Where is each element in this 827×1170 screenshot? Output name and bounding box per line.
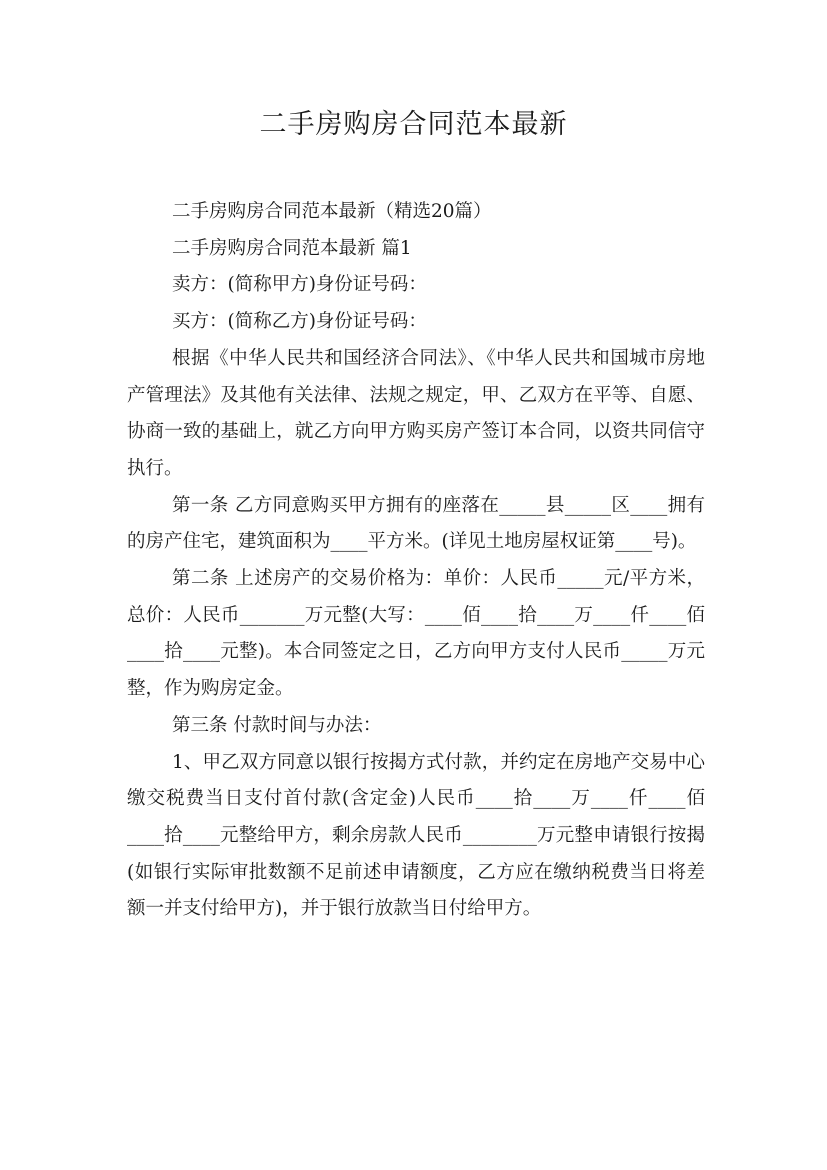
paragraph-article-1: 第一条 乙方同意购买甲方拥有的座落在_____县_____区____拥有的房产住宅，建筑面积为____平方米。(详见土地房屋权证第____号)。 <box>127 494 705 553</box>
paragraph-subtitle: 二手房购房合同范本最新（精选20篇） <box>172 201 492 222</box>
paragraph-seller: 卖方：(简称甲方)身份证号码： <box>172 274 427 296</box>
document-title: 二手房购房合同范本最新 <box>259 109 568 140</box>
paragraph-section-heading: 二手房购房合同范本最新 篇1 <box>172 237 412 259</box>
document-body <box>127 194 705 928</box>
paragraph-preamble: 根据《中华人民共和国经济合同法》、《中华人民共和国城市房地产管理法》及其他有关法律、法规之规定，甲、乙双方在平等、自愿、协商一致的基础上，就乙方向甲方购买房产签订本合同，以资共同信守执行。 <box>127 347 705 479</box>
paragraph-article-3-item-1: 1、甲乙双方同意以银行按揭方式付款，并约定在房地产交易中心缴交税费当日支付首付款(含定金)人民币____拾____万____仟____佰____拾____元整给甲方，剩余房款人民币________万元整申请银行按揭(如银行实际审批数额不足前述申请额度，乙方应在缴纳税费当日将差额一并支付给甲方)，并于银行放款当日付给甲方。 <box>127 751 705 920</box>
paragraph-article-3: 第三条 付款时间与办法： <box>172 714 382 736</box>
paragraph-article-2: 第二条 上述房产的交易价格为：单价：人民币_____元/平方米，总价：人民币_______万元整(大写：____佰____拾____万____仟____佰____拾____元整)。本合同签定之日，乙方向甲方支付人民币_____万元整，作为购房定金。 <box>127 568 705 700</box>
paragraph-buyer: 买方：(简称乙方)身份证号码： <box>172 311 427 333</box>
